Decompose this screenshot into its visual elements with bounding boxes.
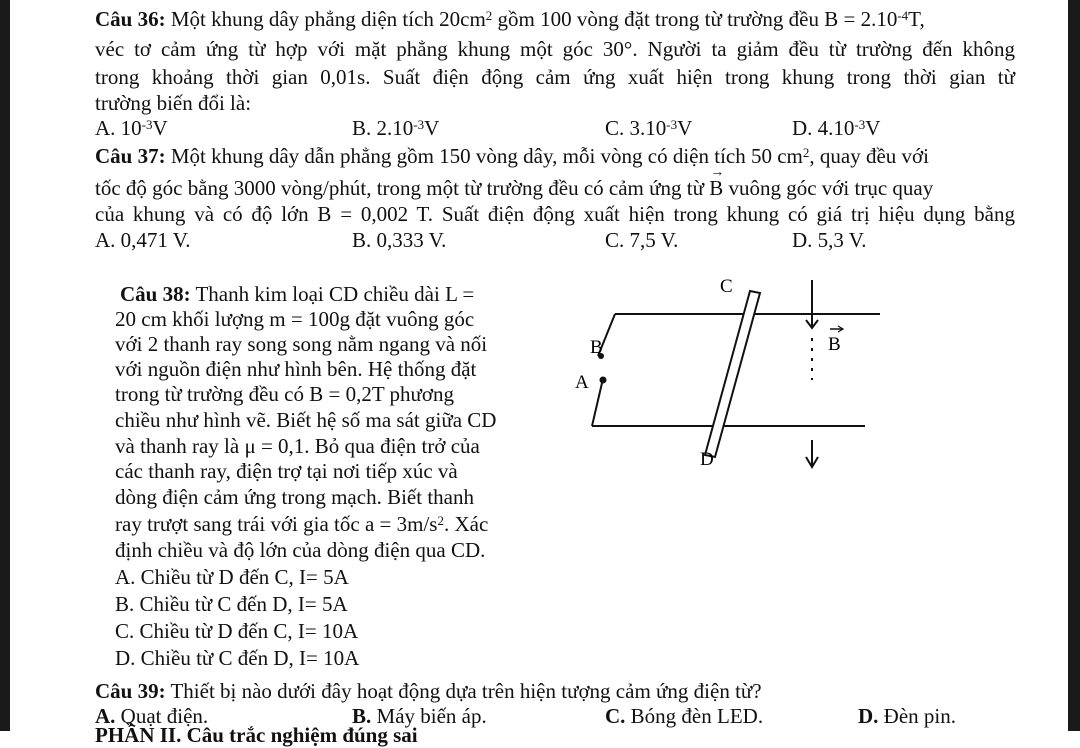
q38-line-6: chiều như hình vẽ. Biết hệ số ma sát giữa CD [115,408,497,432]
q36-option-a: A. $10^{-3}V$ [95,116,168,140]
q38-line-9: dòng điện cảm ứng trong mạch. Biết thanh [115,485,474,509]
bottom-rail-lead [592,383,602,426]
q38-line-7: và thanh ray là μ = 0,1. Bỏ qua điện trở của [115,434,480,458]
q36-line-4: trường biến đổi là: [95,91,252,115]
q36-label: Câu 36: [95,7,166,31]
q38-line-3: với 2 thanh ray song song nằm ngang và nối [115,332,488,356]
rail-circuit-figure [570,270,890,485]
figure-label-field-b: B [828,334,841,355]
terminal-a-dot [600,377,607,384]
q39-label: Câu 39: [95,679,166,703]
q39-option-b: B. Máy biến áp. [352,704,487,728]
cutoff-next-section: PHẦN II. Câu trắc nghiệm đúng sai [95,723,418,747]
q36-line-3: trong khoảng thời gian 0,01s. Suất điện động cảm ứng xuất hiện trong khung trong thời gian từ [95,65,1015,89]
q36-line-2: véc tơ cảm ứng từ hợp với mặt phẳng khung một góc 30°. Người ta giảm đều từ trường đến không [95,37,1015,61]
q37-label: Câu 37: [95,144,166,168]
q38-line-10: ray trượt sang trái với gia tốc $a = 3m/s^2$. Xác [115,512,489,536]
q36-option-d: D. $4.10^{-3}V$ [792,116,881,140]
q39-question: Câu 39: Thiết bị nào dưới đây hoạt động dựa trên hiện tượng cảm ứng điện từ? [95,679,762,703]
q37-line-1: Câu 37: Một khung dây dẫn phẳng gồm 150 vòng dây, mỗi vòng có diện tích 50 $cm^2$, quay đều với [95,144,929,168]
figure-label-d: D [700,449,714,470]
q39-option-a: A. Quạt điện. [95,704,209,728]
q38-label: Câu 38: [120,282,191,306]
q38-option-b: B. Chiều từ C đến D, I= 5A [115,592,348,616]
figure-label-b: B [590,337,603,358]
q38-option-a: A. Chiều từ D đến C, I= 5A [115,565,349,589]
q39-option-d: D. Đèn pin. [858,704,956,728]
figure-label-a: A [575,372,589,393]
q38-line-11: định chiều và độ lớn của dòng điện qua CD. [115,538,486,562]
q38-line-4: với nguồn điện như hình bên. Hệ thống đặt [115,357,477,381]
q38-line-2: 20 cm khối lượng m = 100g đặt vuông góc [115,307,475,331]
figure-label-c: C [720,276,733,297]
left-frame-border [0,0,10,731]
q39-option-c: C. Bóng đèn LED. [605,704,764,728]
vector-b-symbol: → B [709,175,723,201]
q36-option-b: B. $2.10^{-3}V$ [352,116,440,140]
q37-option-d: D. 5,3 V. [792,228,867,252]
right-frame-border [1068,0,1080,731]
q37-line-3: của khung và có độ lớn B = 0,002 T. Suất điện động xuất hiện trong khung có giá trị hiệu dụng bằng [95,202,1015,226]
document-page [10,0,1068,747]
q38-line-1: Câu 38: Thanh kim loại CD chiều dài L = [120,282,475,306]
q37-line-2: tốc độ góc bằng 3000 vòng/phút, trong một từ trường đều có cảm ứng từ → B vuông góc với trục quay [95,175,1015,201]
q37-option-c: C. 7,5 V. [605,228,679,252]
metal-bar-cd [705,291,760,457]
q37-option-b: B. 0,333 V. [352,228,447,252]
q38-line-8: các thanh ray, điện trợ tại nơi tiếp xúc và [115,459,458,483]
q37-option-a: A. 0,471 V. [95,228,191,252]
q38-line-5: trong từ trường đều có B = 0,2T phương [115,382,455,406]
q36-line-1: Câu 36: Một khung dây phẳng diện tích $20cm^2$ gồm 100 vòng đặt trong từ trường đều $B = 2.10^{-4}T$, [95,7,925,31]
q36-option-c: C. $3.10^{-3}V$ [605,116,693,140]
q38-option-d: D. Chiều từ C đến D, I= 10A [115,646,360,670]
q38-option-c: C. Chiều từ D đến C, I= 10A [115,619,359,643]
